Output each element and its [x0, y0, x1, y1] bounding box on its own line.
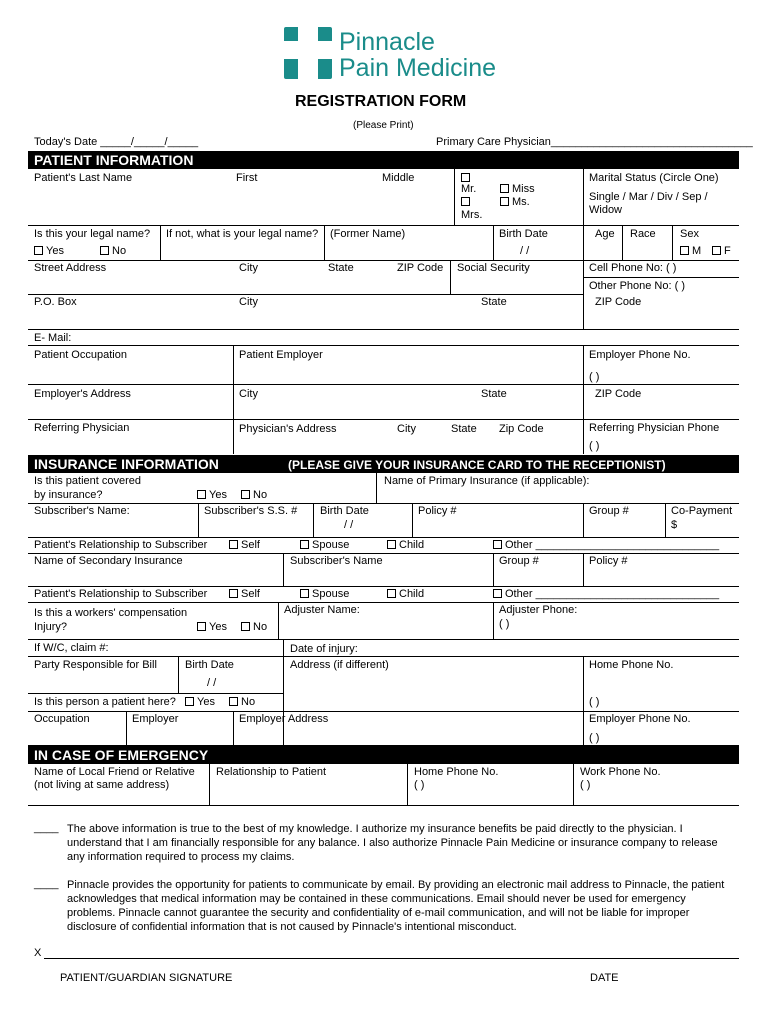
ref-phone-label: Referring Physician Phone [589, 422, 720, 434]
resp-occupation-label: Occupation [34, 713, 90, 725]
marital-options[interactable]: Single / Mar / Div / Sep / [589, 191, 708, 203]
rel2-self[interactable]: Self [229, 588, 260, 600]
consent1-initial[interactable]: ____ [34, 822, 59, 834]
is-patient-yes[interactable]: Yes [185, 696, 215, 708]
is-patient-no[interactable]: No [229, 696, 255, 708]
insurance-info-band [28, 455, 739, 473]
em-work-phone-label: Work Phone No. [580, 766, 661, 778]
phys-zip-label: Zip Code [499, 423, 544, 435]
legal-name-yes[interactable]: Yes [34, 245, 64, 257]
mr-option[interactable]: Mr. [461, 183, 477, 195]
workers-label-1: Is this a workers' compensation [34, 607, 188, 619]
group-label: Group # [589, 505, 629, 517]
date-injury-label: Date of injury: [290, 643, 358, 655]
please-print: (Please Print) [353, 120, 414, 131]
resp-employer-address-label: Employer Address [239, 713, 329, 725]
sex-f[interactable]: F [712, 245, 731, 257]
primary-care-field[interactable]: Primary Care Physician_________________________________ [436, 136, 753, 148]
cell-phone-label: Cell Phone No: ( ) [589, 262, 677, 274]
former-name-label: (Former Name) [330, 228, 406, 240]
home-phone-paren[interactable]: ( ) [589, 696, 600, 708]
emergency-heading: IN CASE OF EMERGENCY [34, 747, 209, 763]
sex-label: Sex [680, 228, 699, 240]
logo-mark [284, 27, 332, 79]
consent2-initial[interactable]: ____ [34, 878, 59, 890]
workers-label-2: Injury? [34, 621, 68, 633]
race-label: Race [630, 228, 656, 240]
pobox-city-label: City [239, 296, 258, 308]
emergency-band [28, 746, 739, 764]
adjuster-phone-label: Adjuster Phone: [499, 604, 578, 616]
rel-spouse[interactable]: Spouse [300, 539, 349, 551]
employer-phone-label: Employer Phone No. [589, 349, 691, 361]
adjuster-phone-paren[interactable]: ( ) [499, 618, 510, 630]
rel2-child[interactable]: Child [387, 588, 424, 600]
covered-label-1: Is this patient covered [34, 475, 142, 487]
copay-dollar[interactable]: $ [671, 519, 678, 531]
resp-employer-label: Employer [132, 713, 179, 725]
marital-widow[interactable]: Widow [589, 204, 623, 216]
relationship-label: Patient's Relationship to Subscriber [34, 539, 208, 551]
mrs-option[interactable]: Mrs. [461, 209, 483, 221]
middle-name-label: Middle [382, 172, 415, 184]
occupation-label: Patient Occupation [34, 349, 127, 361]
zip-label: ZIP Code [397, 262, 444, 274]
covered-yes[interactable]: Yes [197, 489, 227, 501]
home-phone-label: Home Phone No. [589, 659, 674, 671]
relationship2-label: Patient's Relationship to Subscriber [34, 588, 208, 600]
rel-self[interactable]: Self [229, 539, 260, 551]
ssn-label: Social Security [457, 262, 530, 274]
workers-no[interactable]: No [241, 621, 267, 633]
insurance-note: (PLEASE GIVE YOUR INSURANCE CARD TO THE RECEPTIONIST) [288, 458, 666, 472]
party-label: Party Responsible for Bill [34, 659, 157, 671]
signature-x: X [34, 947, 42, 959]
birth-date-slashes[interactable]: / / [520, 245, 530, 257]
secondary-label: Name of Secondary Insurance [34, 555, 183, 567]
consent-paragraph-1: The above information is true to the best of my knowledge. I authorize my insurance benefits be paid directly to the physician. I understand that I am financially responsible for any balance. I also authorize Pinnacle Pain Medicine or insurance company to release any information required to process my claims. [67, 823, 718, 863]
marital-status-label: Marital Status (Circle One) [589, 172, 719, 184]
phys-address-label: Physician's Address [239, 423, 337, 435]
group2-label: Group # [499, 555, 539, 567]
local-friend-label-1: Name of Local Friend or Relative [34, 766, 195, 778]
patient-info-band [28, 151, 739, 169]
sex-m[interactable]: M [680, 245, 701, 257]
employer-zip-label: ZIP Code [595, 388, 642, 400]
consent-paragraph-2: Pinnacle provides the opportunity for patients to communicate by email. By providing an electronic mail address to Pinnacle, the patient acknowledges that medical information may be contained in these communications. Email should never be used for emergency problems. Pinnacle cannot guarantee the security and confidentiality of e-mail communication, and will not be liable for improper disclosure of confidential information that is not caused by Pinnacle's intentional misconduct. [67, 879, 725, 933]
todays-date-field[interactable]: Today's Date _____/_____/_____ [34, 136, 199, 148]
ms-option[interactable]: Ms. [500, 196, 530, 208]
resp-employer-phone-paren[interactable]: ( ) [589, 732, 600, 744]
pobox-label: P.O. Box [34, 296, 77, 308]
date-label: DATE [590, 972, 619, 984]
if-not-label: If not, what is your legal name? [166, 228, 319, 240]
em-work-phone-paren[interactable]: ( ) [580, 779, 591, 791]
covered-no[interactable]: No [241, 489, 267, 501]
address-diff-label: Address (if different) [290, 659, 389, 671]
form-title: REGISTRATION FORM [295, 93, 467, 110]
sub-birth-slashes[interactable]: / / [344, 519, 354, 531]
insurance-info-heading: INSURANCE INFORMATION [34, 456, 219, 472]
rel2-other[interactable]: Other ______________________________ [493, 588, 719, 600]
employer-state-label: State [481, 388, 507, 400]
employer-phone-paren[interactable]: ( ) [589, 371, 600, 383]
employer-address-label: Employer's Address [34, 388, 131, 400]
pobox-state-label: State [481, 296, 507, 308]
first-name-label: First [236, 172, 258, 184]
subscriber-name2-label: Subscriber's Name [290, 555, 383, 567]
street-label: Street Address [34, 262, 107, 274]
rel-other[interactable]: Other ______________________________ [493, 539, 719, 551]
party-birth-label: Birth Date [185, 659, 234, 671]
em-home-phone-paren[interactable]: ( ) [414, 779, 425, 791]
logo-name: Pinnacle [339, 28, 435, 56]
other-phone-label: Other Phone No: ( ) [589, 280, 685, 292]
em-home-phone-label: Home Phone No. [414, 766, 499, 778]
patient-info-heading: PATIENT INFORMATION [34, 152, 194, 168]
rel2-spouse[interactable]: Spouse [300, 588, 349, 600]
legal-name-no[interactable]: No [100, 245, 126, 257]
state-label: State [328, 262, 354, 274]
local-friend-label-2: (not living at same address) [34, 779, 170, 791]
phys-city-label: City [397, 423, 416, 435]
workers-yes[interactable]: Yes [197, 621, 227, 633]
email-label: E- Mail: [34, 332, 72, 344]
is-patient-label: Is this person a patient here? [34, 696, 176, 708]
policy2-label: Policy # [589, 555, 628, 567]
miss-option[interactable]: Miss [500, 183, 535, 195]
signature-line[interactable] [44, 958, 739, 959]
sub-birth-date-label: Birth Date [320, 505, 369, 517]
birth-date-label: Birth Date [499, 228, 548, 240]
ref-phone-paren[interactable]: ( ) [589, 440, 600, 452]
resp-employer-phone-label: Employer Phone No. [589, 713, 691, 725]
party-birth-slashes[interactable]: / / [207, 677, 217, 689]
employer-city-label: City [239, 388, 258, 400]
primary-insurance-label: Name of Primary Insurance (if applicable): [384, 475, 590, 487]
signature-label: PATIENT/GUARDIAN SIGNATURE [60, 972, 233, 984]
employer-label: Patient Employer [239, 349, 323, 361]
age-label: Age [595, 228, 615, 240]
policy-label: Policy # [418, 505, 457, 517]
phys-state-label: State [451, 423, 477, 435]
rel-child[interactable]: Child [387, 539, 424, 551]
pobox-zip-label: ZIP Code [595, 296, 642, 308]
subscriber-ss-label: Subscriber's S.S. # [204, 505, 298, 517]
checkbox-mrs[interactable] [461, 196, 473, 208]
referring-label: Referring Physician [34, 422, 130, 434]
last-name-label: Patient's Last Name [34, 172, 133, 184]
em-relationship-label: Relationship to Patient [216, 766, 327, 778]
city-label: City [239, 262, 258, 274]
logo-subname: Pain Medicine [339, 54, 497, 82]
subscriber-name-label: Subscriber's Name: [34, 505, 130, 517]
copay-label: Co-Payment [671, 505, 733, 517]
legal-name-label: Is this your legal name? [34, 228, 151, 240]
wc-claim-label: If W/C, claim #: [34, 642, 109, 654]
covered-label-2: by insurance? [34, 489, 103, 501]
adjuster-name-label: Adjuster Name: [284, 604, 360, 616]
